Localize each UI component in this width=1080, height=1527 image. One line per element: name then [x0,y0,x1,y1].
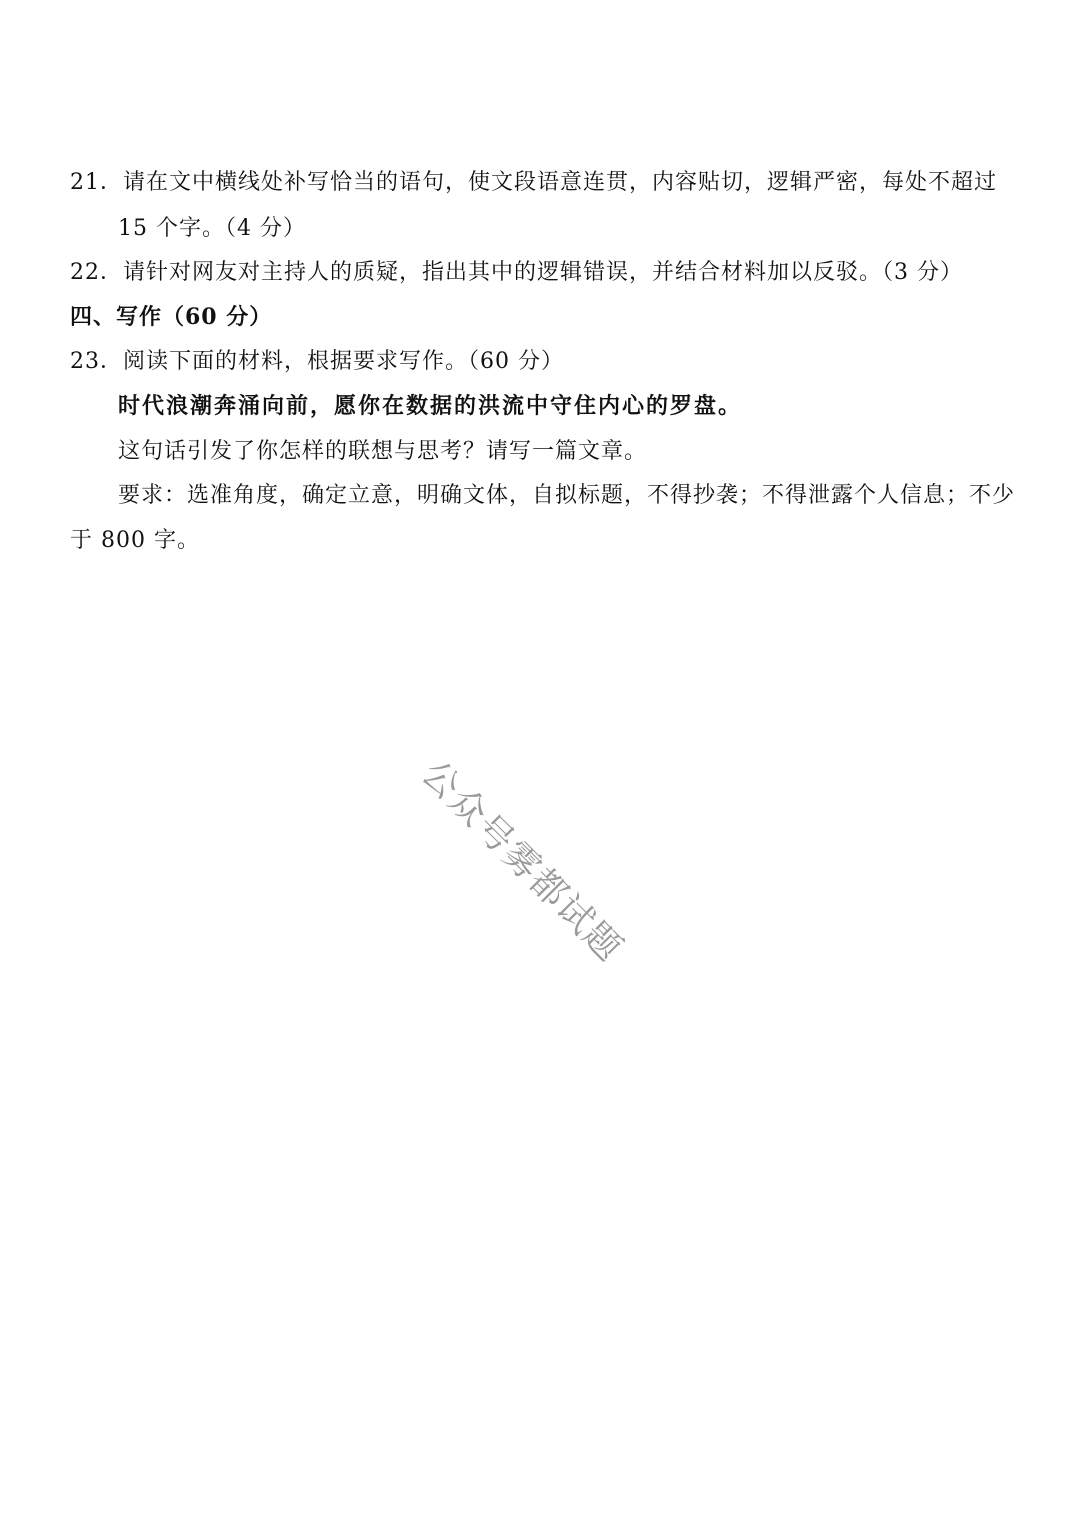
question-22 [70,258,963,288]
writing-requirement-line1: 要求：选准角度，确定立意，明确文体，自拟标题，不得抄袭；不得泄露个人信息；不少 [118,483,1016,508]
question-23 [70,347,564,377]
section-heading-writing: 四、写作（60 分） [70,304,273,330]
writing-task: 这句话引发了你怎样的联想与思考？请写一篇文章。 [118,439,648,464]
question-21-number: 21． [70,170,123,195]
watermark: 公众号雾都试题 [413,753,631,971]
question-21-line1 [70,168,997,198]
question-23-prompt: 阅读下面的材料，根据要求写作。（60 分） [123,349,564,374]
question-23-number: 23． [70,349,123,374]
question-21-text: 请在文中横线处补写恰当的语句，使文段语意连贯，内容贴切，逻辑严密，每处不超过 [123,170,998,195]
question-21-line2: 15 个字。（4 分） [118,216,306,241]
question-22-number: 22． [70,260,123,285]
writing-material-quote: 时代浪潮奔涌向前，愿你在数据的洪流中守住内心的罗盘。 [118,394,743,419]
writing-requirement-line2: 于 800 字。 [70,528,200,553]
question-22-text: 请针对网友对主持人的质疑，指出其中的逻辑错误，并结合材料加以反驳。（3 分） [123,260,963,285]
